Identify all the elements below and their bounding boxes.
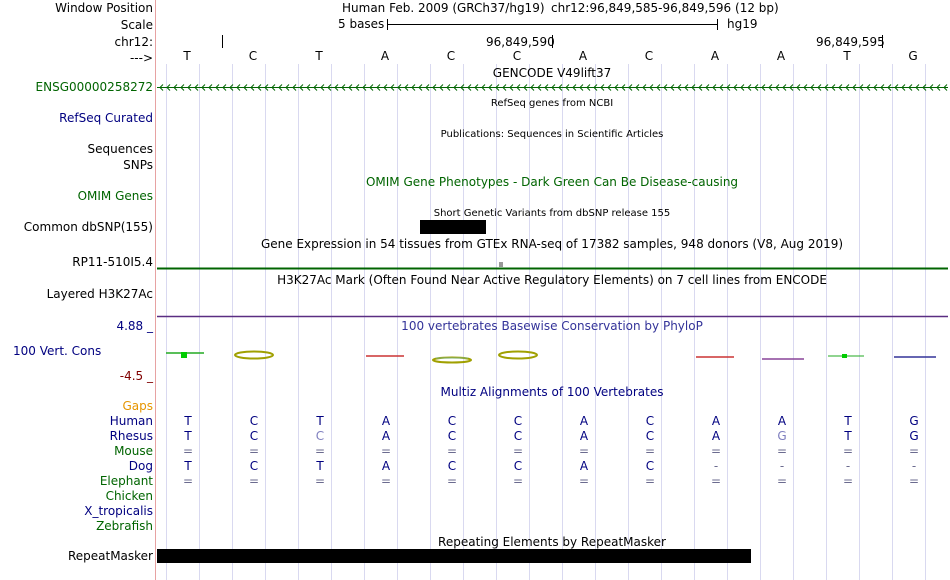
aligned-base: T: [184, 429, 192, 443]
aligned-base: C: [645, 414, 655, 428]
omim-genes-label[interactable]: OMIM Genes: [77, 189, 153, 203]
species-label[interactable]: Rhesus: [109, 429, 153, 443]
h3k27ac-track-title: H3K27Ac Mark (Often Found Near Active Regulatory Elements) on 7 cell lines from ENCODE: [277, 273, 827, 287]
aligned-base: T: [844, 429, 852, 443]
sequence-base: C: [446, 49, 456, 63]
phylop-glyph: [235, 352, 273, 359]
aligned-base: =: [512, 444, 524, 458]
aligned-base: A: [579, 459, 589, 473]
species-label[interactable]: Zebrafish: [96, 519, 153, 533]
position-range: chr12:96,849,585-96,849,596 (12 bp): [551, 1, 779, 15]
aligned-base: =: [776, 474, 788, 488]
aligned-base: C: [447, 414, 457, 428]
species-label[interactable]: Elephant: [99, 474, 153, 488]
conservation-label[interactable]: 100 Vert. Cons: [13, 344, 102, 358]
aligned-base: C: [447, 459, 457, 473]
aligned-base: =: [776, 444, 788, 458]
conservation-max-label: 4.88 _: [116, 319, 153, 333]
aligned-base: =: [578, 444, 590, 458]
dbsnp-variant-block: [420, 220, 486, 234]
sequence-base: A: [776, 49, 786, 63]
aligned-base: =: [710, 444, 722, 458]
aligned-base: =: [908, 474, 920, 488]
aligned-base: A: [381, 414, 391, 428]
phylop-bar: [181, 352, 187, 358]
aligned-base: A: [381, 429, 391, 443]
aligned-base: T: [316, 459, 324, 473]
aligned-base: C: [249, 429, 259, 443]
aligned-base: -: [779, 459, 785, 473]
sequence-base: T: [315, 49, 323, 63]
sequence-base: C: [248, 49, 258, 63]
sequence-base: G: [908, 49, 918, 63]
aligned-base: T: [316, 414, 324, 428]
rp11-label[interactable]: RP11-510I5.4: [72, 255, 153, 269]
sequence-base: C: [644, 49, 654, 63]
aligned-base: =: [248, 474, 260, 488]
aligned-base: A: [777, 414, 787, 428]
assembly-title: Human Feb. 2009 (GRCh37/hg19): [342, 1, 545, 15]
aligned-base: =: [710, 474, 722, 488]
sequence-base: T: [183, 49, 191, 63]
aligned-base: =: [842, 474, 854, 488]
aligned-base: A: [711, 429, 721, 443]
aligned-base: C: [513, 414, 523, 428]
aligned-base: A: [579, 429, 589, 443]
chrom-label: chr12:: [114, 35, 153, 49]
common-dbsnp-label[interactable]: Common dbSNP(155): [23, 220, 153, 234]
aligned-base: -: [911, 459, 917, 473]
conservation-min-label: -4.5 _: [119, 369, 153, 383]
multiz-track-title: Multiz Alignments of 100 Vertebrates: [440, 385, 664, 399]
aligned-base: =: [314, 474, 326, 488]
aligned-base: C: [513, 459, 523, 473]
aligned-base: -: [713, 459, 719, 473]
gtex-marker: [499, 262, 503, 267]
repeatmasker-track-title: Repeating Elements by RepeatMasker: [438, 535, 666, 549]
aligned-base: C: [645, 459, 655, 473]
sequences-label[interactable]: Sequences: [87, 142, 153, 156]
gaps-label[interactable]: Gaps: [122, 399, 153, 413]
ruler-tick-label: 96,849,590: [486, 35, 555, 49]
aligned-base: =: [644, 474, 656, 488]
species-label[interactable]: Mouse: [114, 444, 153, 458]
aligned-base: =: [314, 444, 326, 458]
aligned-base: =: [380, 444, 392, 458]
sequence-base: A: [380, 49, 390, 63]
sequence-base: T: [843, 49, 851, 63]
species-label[interactable]: Chicken: [105, 489, 153, 503]
aligned-base: A: [579, 414, 589, 428]
phylop-glyph: [499, 352, 537, 359]
sequence-base: C: [512, 49, 522, 63]
dbsnp-track-title: Short Genetic Variants from dbSNP release 155: [433, 208, 671, 219]
aligned-base: C: [249, 459, 259, 473]
gencode-track-title: GENCODE V49lift37: [492, 66, 612, 80]
ruler-tick-label: 96,849,595: [816, 35, 885, 49]
aligned-base: T: [184, 459, 192, 473]
aligned-base: C: [447, 429, 457, 443]
aligned-base: G: [909, 429, 919, 443]
aligned-base: G: [909, 414, 919, 428]
species-label[interactable]: X_tropicalis: [84, 504, 153, 518]
aligned-base: -: [845, 459, 851, 473]
scale-label: Scale: [120, 18, 153, 32]
aligned-base: T: [844, 414, 852, 428]
scale-db: hg19: [727, 17, 758, 31]
aligned-base: C: [315, 429, 325, 443]
sequence-base: A: [578, 49, 588, 63]
aligned-base: =: [182, 474, 194, 488]
aligned-base: C: [645, 429, 655, 443]
species-label[interactable]: Dog: [128, 459, 153, 473]
aligned-base: =: [908, 444, 920, 458]
sequence-base: A: [710, 49, 720, 63]
phylop-bar: [842, 354, 847, 358]
strand-label: --->: [129, 51, 153, 65]
aligned-base: =: [644, 444, 656, 458]
window-position-label: Window Position: [55, 1, 153, 15]
omim-track-title: OMIM Gene Phenotypes - Dark Green Can Be Disease-causing: [365, 175, 739, 189]
gtex-track-title: Gene Expression in 54 tissues from GTEx RNA-seq of 17382 samples, 948 donors (V8, Aug 2019): [260, 237, 844, 251]
refseq-track-title: RefSeq genes from NCBI: [490, 98, 614, 109]
aligned-base: C: [249, 414, 259, 428]
aligned-base: A: [711, 414, 721, 428]
aligned-base: =: [578, 474, 590, 488]
aligned-base: =: [248, 444, 260, 458]
aligned-base: =: [446, 444, 458, 458]
aligned-base: =: [182, 444, 194, 458]
repeatmasker-block: [157, 549, 751, 563]
scale-text: 5 bases: [338, 17, 385, 31]
layered-h3k27ac-label[interactable]: Layered H3K27Ac: [46, 287, 153, 301]
aligned-base: C: [513, 429, 523, 443]
aligned-base: T: [184, 414, 192, 428]
gencode-gene-label[interactable]: ENSG00000258272: [35, 80, 153, 94]
aligned-base: A: [381, 459, 391, 473]
species-label[interactable]: Human: [109, 414, 153, 428]
repeatmasker-label[interactable]: RepeatMasker: [67, 549, 153, 563]
snps-label[interactable]: SNPs: [123, 158, 153, 172]
aligned-base: G: [777, 429, 787, 443]
aligned-base: =: [512, 474, 524, 488]
publications-track-title: Publications: Sequences in Scientific Articles: [440, 129, 664, 140]
aligned-base: =: [380, 474, 392, 488]
conservation-track-title: 100 vertebrates Basewise Conservation by PhyloP: [401, 319, 703, 333]
aligned-base: =: [446, 474, 458, 488]
refseq-curated-label[interactable]: RefSeq Curated: [59, 111, 153, 125]
aligned-base: =: [842, 444, 854, 458]
